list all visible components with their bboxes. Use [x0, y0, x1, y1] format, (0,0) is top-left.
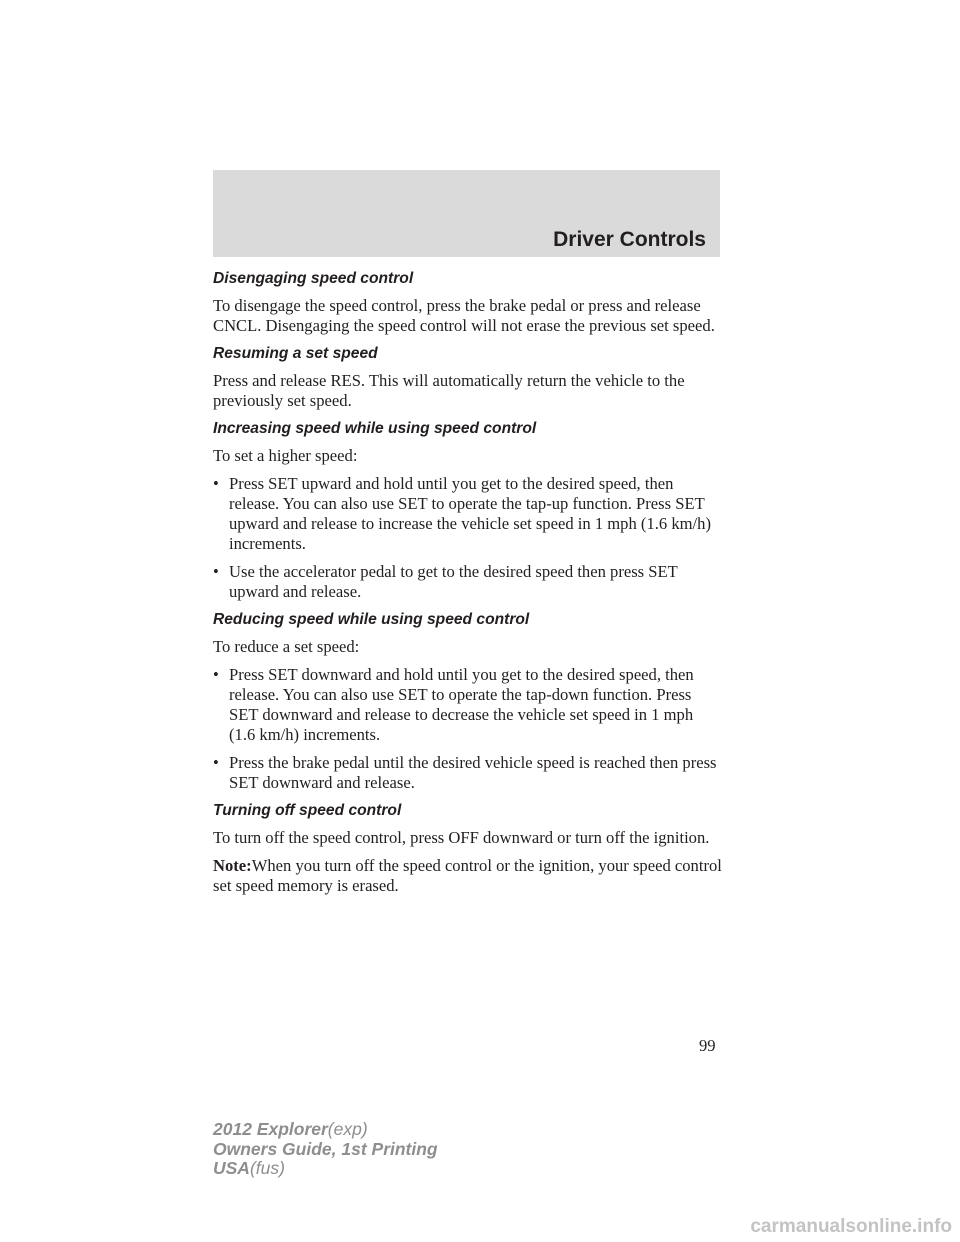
document-footer — [213, 1120, 438, 1179]
bullet-text: Press SET upward and hold until you get to the desired speed, then release. You can also use SET to operate the tap-up function. Press SET upward and release to increase the vehicle set speed in 1 mph (1.6 km/h) increments. — [229, 474, 711, 553]
bullet-text: Use the accelerator pedal to get to the desired speed then press SET upward and release. — [229, 562, 678, 601]
watermark-text: carmanualsonline.info — [750, 1216, 952, 1237]
note-paragraph — [213, 856, 723, 896]
footer-market-code: (fus) — [249, 1158, 285, 1178]
footer-edition: Owners Guide, 1st Printing — [213, 1138, 438, 1159]
section-title: Driver Controls — [553, 228, 706, 251]
heading-turning-off: Turning off speed control — [213, 802, 402, 819]
footer-line-edition — [213, 1140, 438, 1160]
note-text: When you turn off the speed control or the ignition, your speed control set speed memory is erased. — [213, 856, 722, 895]
note-label: Note: — [213, 856, 252, 875]
paragraph: To turn off the speed control, press OFF downward or turn off the ignition. — [213, 828, 710, 847]
page-content — [213, 269, 723, 904]
heading-reducing: Reducing speed while using speed control — [213, 611, 530, 628]
paragraph: To disengage the speed control, press the brake pedal or press and release CNCL. Disengaging the speed control will not erase the previous set speed. — [213, 296, 715, 335]
page-number: 99 — [699, 1036, 716, 1055]
footer-line-market — [213, 1159, 438, 1179]
paragraph: Press and release RES. This will automatically return the vehicle to the previously set speed. — [213, 371, 685, 410]
bullet-marker: • — [213, 474, 219, 493]
footer-model: 2012 Explorer — [213, 1119, 328, 1139]
bullet-item — [213, 474, 723, 554]
bullet-item — [213, 753, 723, 793]
heading-increasing: Increasing speed while using speed control — [213, 420, 537, 437]
bullet-text: Press the brake pedal until the desired vehicle speed is reached then press SET downward and release. — [229, 753, 717, 792]
bullet-marker: • — [213, 562, 219, 581]
heading-disengaging: Disengaging speed control — [213, 270, 414, 287]
footer-line-model — [213, 1120, 438, 1140]
bullet-item — [213, 665, 723, 745]
heading-resuming: Resuming a set speed — [213, 345, 378, 362]
footer-model-code: (exp) — [327, 1119, 368, 1139]
paragraph: To reduce a set speed: — [213, 637, 360, 656]
bullet-item — [213, 562, 723, 602]
bullet-marker: • — [213, 753, 219, 772]
section-header-band — [213, 170, 720, 257]
bullet-text: Press SET downward and hold until you get to the desired speed, then release. You can also use SET to operate the tap-down function. Press SET downward and release to decrease the vehicle set speed in 1 mph (1.6 km/h) increments. — [229, 665, 694, 744]
bullet-marker: • — [213, 665, 219, 684]
paragraph: To set a higher speed: — [213, 446, 358, 465]
footer-market: USA — [213, 1158, 250, 1178]
